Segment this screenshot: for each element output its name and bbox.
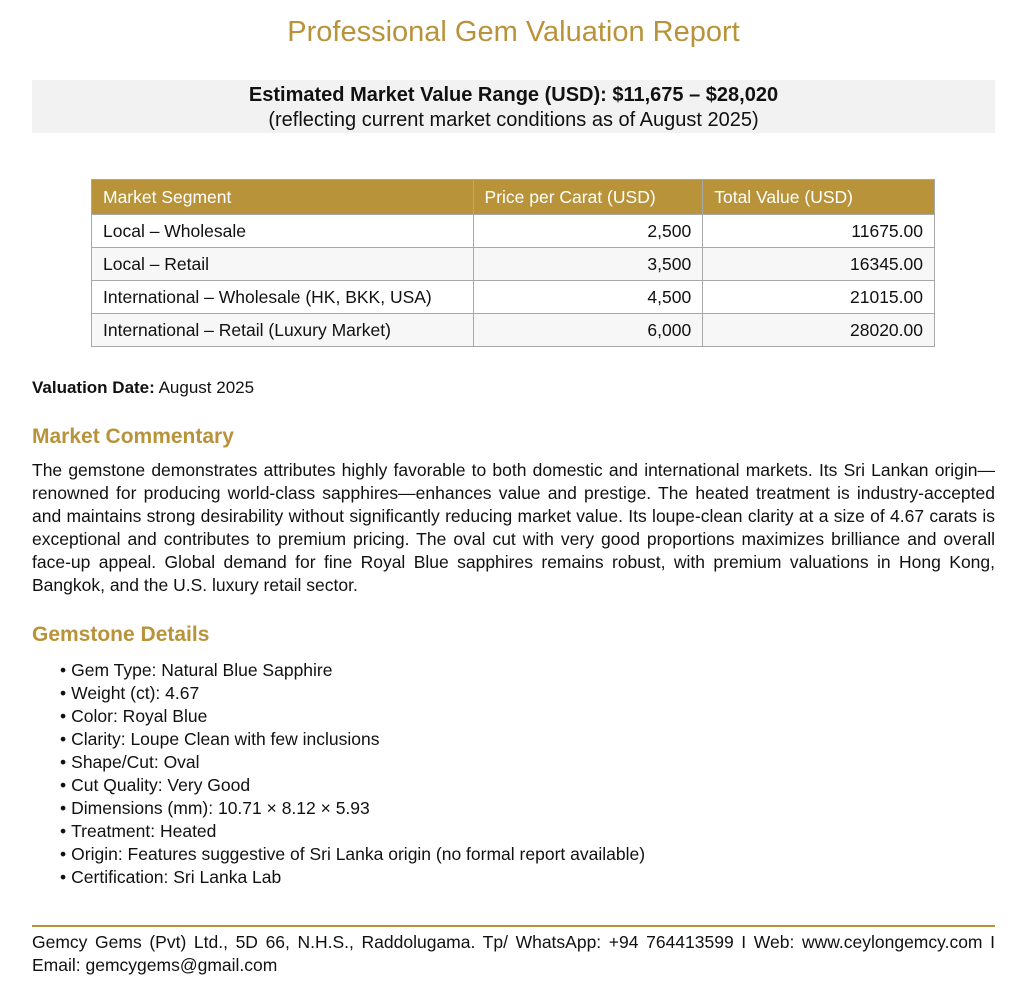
table-row bbox=[92, 281, 935, 314]
list-item: • Gem Type: Natural Blue Sapphire bbox=[60, 659, 645, 682]
price-per-carat-cell: 4,500 bbox=[473, 281, 703, 314]
valuation-date-value: August 2025 bbox=[154, 378, 255, 397]
column-header-price-per-carat: Price per Carat (USD) bbox=[473, 180, 703, 215]
price-per-carat-cell: 3,500 bbox=[473, 248, 703, 281]
report-title: Professional Gem Valuation Report bbox=[287, 16, 740, 48]
list-item: • Shape/Cut: Oval bbox=[60, 751, 645, 774]
segment-cell: Local – Retail bbox=[92, 248, 474, 281]
price-per-carat-cell: 2,500 bbox=[473, 215, 703, 248]
column-header-total-value: Total Value (USD) bbox=[703, 180, 935, 215]
footer-divider bbox=[32, 925, 995, 927]
market-commentary-text: The gemstone demonstrates attributes highly favorable to both domestic and international markets. Its Sri Lankan origin—renowned for producing world-class sapphires—enhances value and prestige. The heated treatment is industry-accepted and maintains strong desirability without significantly reducing market value. Its loupe-clean clarity at a size of 4.67 carats is exceptional and contributes to premium pricing. The oval cut with very good proportions maximizes brilliance and overall face-up appeal. Global demand for fine Royal Blue sapphires remains robust, with premium valuations in Hong Kong, Bangkok, and the U.S. luxury retail sector. bbox=[32, 460, 995, 595]
market-value-table bbox=[91, 179, 935, 347]
segment-cell: Local – Wholesale bbox=[92, 215, 474, 248]
list-item: • Certification: Sri Lanka Lab bbox=[60, 866, 645, 889]
total-value-cell: 16345.00 bbox=[703, 248, 935, 281]
total-value-cell: 11675.00 bbox=[703, 215, 935, 248]
value-range-subline: (reflecting current market conditions as of August 2025) bbox=[268, 109, 759, 131]
segment-cell: International – Wholesale (HK, BKK, USA) bbox=[92, 281, 474, 314]
gemstone-details-list bbox=[60, 659, 645, 889]
list-item: • Dimensions (mm): 10.71 × 8.12 × 5.93 bbox=[60, 797, 645, 820]
list-item: • Color: Royal Blue bbox=[60, 705, 645, 728]
list-item: • Weight (ct): 4.67 bbox=[60, 682, 645, 705]
total-value-cell: 21015.00 bbox=[703, 281, 935, 314]
list-item: • Cut Quality: Very Good bbox=[60, 774, 645, 797]
total-value-cell: 28020.00 bbox=[703, 314, 935, 347]
table-row bbox=[92, 215, 935, 248]
list-item: • Clarity: Loupe Clean with few inclusions bbox=[60, 728, 645, 751]
column-header-segment: Market Segment bbox=[92, 180, 474, 215]
segment-cell: International – Retail (Luxury Market) bbox=[92, 314, 474, 347]
value-range-headline: Estimated Market Value Range (USD): $11,675 – $28,020 bbox=[248, 84, 779, 106]
list-item: • Treatment: Heated bbox=[60, 820, 645, 843]
gemstone-details-heading: Gemstone Details bbox=[32, 623, 210, 646]
list-item: • Origin: Features suggestive of Sri Lanka origin (no formal report available) bbox=[60, 843, 645, 866]
footer-contact: Gemcy Gems (Pvt) Ltd., 5D 66, N.H.S., Raddolugama. Tp/ WhatsApp: +94 764413599 I Web: www.ceylongemcy.com I Email: gemcygems@gmail.com bbox=[32, 932, 995, 975]
valuation-date-label: Valuation Date: bbox=[32, 378, 155, 397]
table-header-row bbox=[92, 180, 935, 215]
table-row bbox=[92, 314, 935, 347]
table-row bbox=[92, 248, 935, 281]
valuation-date bbox=[32, 377, 254, 399]
market-commentary-heading: Market Commentary bbox=[32, 425, 234, 448]
value-range-banner bbox=[32, 80, 995, 133]
price-per-carat-cell: 6,000 bbox=[473, 314, 703, 347]
